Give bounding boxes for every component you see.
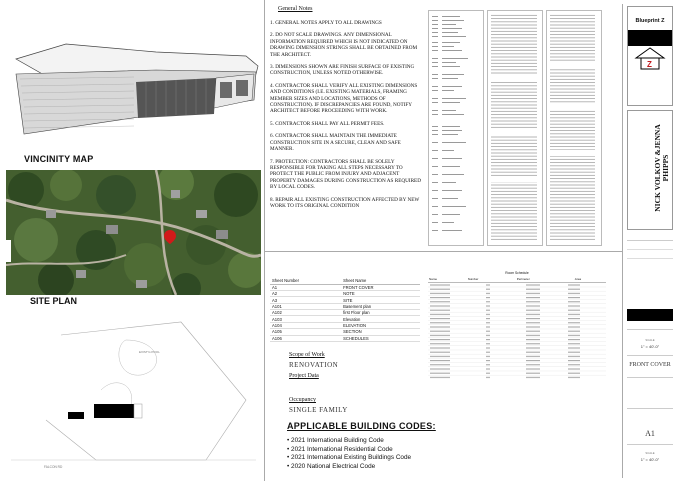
- note-item: 5. CONTRACTOR SHALL PAY ALL PERMIT FEES.: [270, 120, 385, 127]
- scale-label: SCALE: [645, 451, 655, 455]
- note-item: 2. DO NOT SCALE DRAWINGS. ANY DIMENSIONAL INFORMATION REQUIRED WHICH IS NOT INDICATED ON DRAWING DIMENSION STRINGS SHALL BE OBTAINED FROM THE ARCHITECT.: [270, 32, 418, 58]
- title-block: [622, 4, 676, 478]
- column-header: Area: [574, 277, 606, 282]
- sheet-number: A2: [270, 290, 341, 296]
- sheet-name: SCHEDULES: [341, 335, 420, 341]
- spec-column-2: [487, 10, 543, 246]
- project-data-line: [289, 381, 439, 384]
- code-item: • 2021 International Residential Code: [287, 445, 393, 453]
- column-header: Sheet Number: [270, 278, 341, 284]
- separator: [627, 329, 673, 330]
- code-item: • 2021 International Building Code: [287, 437, 384, 444]
- separator: [627, 377, 673, 378]
- general-notes: [270, 6, 422, 250]
- column-header: Number: [467, 277, 516, 282]
- spec-text-lines: [432, 14, 480, 244]
- road-label: FALCON RD: [44, 465, 63, 469]
- column-header: Perimeter: [516, 277, 574, 282]
- table-row: [270, 335, 420, 341]
- note-item: 1. GENERAL NOTES APPLY TO ALL DRAWINGS: [270, 20, 382, 26]
- sheet-name: ELEVATION: [341, 322, 420, 328]
- code-item: • 2020 National Electrical Code: [287, 462, 376, 470]
- codes-title: APPLICABLE BUILDING CODES:: [287, 421, 436, 431]
- column-header: Sheet Name: [341, 278, 420, 284]
- spec-text-block: [550, 14, 598, 244]
- site-plan-title: SITE PLAN: [30, 296, 78, 306]
- applicable-codes: [287, 421, 467, 471]
- sheet-number: A1: [270, 284, 341, 290]
- site-plan-drawing: [6, 310, 261, 478]
- sheet-index: [270, 278, 420, 342]
- table-header-row: [428, 277, 606, 282]
- scale-value: 1" = 40'-0": [640, 344, 660, 349]
- note-item: 4. CONTRACTOR SHALL VERIFY ALL EXISTING DIMENSIONS AND CONDITIONS (I.E. EXISTING MATERIALS, FRAMING MEMBER SIZES AND LOCATIONS, METHODS OF CONSTRUCTION). IF DISCREPANCIES ARE FOUND, NOTIFY ARCHITECT BEFORE PROCEEDING WITH WORK.: [270, 82, 418, 115]
- firm-box: [627, 6, 673, 106]
- sheet-name: Elevation: [341, 316, 420, 322]
- svg-text:Z: Z: [647, 60, 652, 69]
- sheet-number: A104: [270, 322, 341, 328]
- project-data-heading: Project Data: [289, 373, 319, 379]
- sheet-index-table: [270, 278, 420, 342]
- sheet-number: A106: [270, 335, 341, 341]
- revision-line: [627, 258, 673, 259]
- separator: [627, 444, 673, 445]
- firm-name: Blueprint Z: [635, 18, 665, 24]
- sheet-info: [627, 234, 673, 472]
- vicinity-map-title: VINCINITY MAP: [24, 154, 94, 164]
- spec-text-block: [491, 14, 539, 244]
- note-item: 7. PROTECTION: CONTRACTORS SHALL BE SOLELY RESPONSIBLE FOR TAKING ALL STEPS NECESSARY TO PROTECT THE PUBLIC FROM INJURY AND ADJACENT PROPERTY DAMAGES DURING CONSTRUCTION AS REQUIRED BY LOCAL CODES.: [270, 158, 421, 191]
- sheet-number: A3: [270, 297, 341, 303]
- sheet-number: A102: [270, 310, 341, 316]
- spec-column-3: [546, 10, 602, 246]
- note-item: 3. DIMENSIONS SHOWN ARE FINISH SURFACE OF EXISTING CONSTRUCTION, UNLESS NOTED OTHERWISE.: [270, 64, 415, 77]
- sheet-number: A101: [270, 303, 341, 309]
- scope-heading: Scope of Work: [289, 352, 325, 358]
- general-notes-title: General Notes: [278, 6, 313, 12]
- firm-logo: [628, 30, 672, 70]
- separator: [627, 355, 673, 356]
- aerial-photo: [6, 170, 261, 295]
- client-box: [627, 110, 673, 230]
- sheet-name: NOTE: [341, 290, 420, 296]
- project-address: [634, 113, 637, 223]
- sheet-name: SECTION: [341, 329, 420, 335]
- section-divider: [264, 251, 622, 252]
- location-marker-icon: [164, 230, 176, 244]
- revision-line: [627, 249, 673, 250]
- sheet-name: SITE: [341, 297, 420, 303]
- sheet-name: Basement plan: [341, 303, 420, 309]
- code-item: • 2021 International Existing Buildings Code: [287, 454, 412, 462]
- note-item: 8. REPAIR ALL EXISTING CONSTRUCTION AFFECTED BY NEW WORK TO ITS ORIGINAL CONDITION: [270, 196, 420, 209]
- existing-pool-label: EXIST'G POOL: [139, 350, 160, 354]
- separator: [627, 408, 673, 409]
- sheet-name: first Floor plan: [341, 310, 420, 316]
- sheet-name: FRONT COVER: [629, 362, 671, 368]
- exterior-rendering: [6, 4, 261, 152]
- project-data-line: [289, 386, 439, 389]
- room-schedule-title: Room Schedule: [505, 271, 529, 275]
- occupancy-value: SINGLE FAMILY: [289, 406, 348, 414]
- note-item: 6. CONTRACTOR SHALL MAINTAIN THE IMMEDIATE CONSTRUCTION SITE IN A SECURE, CLEAN AND SAFE MANNER.: [270, 133, 401, 153]
- revision-table: [627, 240, 673, 241]
- client-name: NICK VOLKOV &JENNA PHIPPS: [653, 124, 670, 212]
- room-schedule: [428, 271, 606, 388]
- firm-label: [628, 13, 672, 16]
- scale-label: SCALE: [645, 338, 655, 342]
- scale-value: 1" = 40'-0": [640, 457, 660, 462]
- project-data: [289, 349, 439, 418]
- column-header: Name: [428, 277, 467, 282]
- occupancy-heading: Occupancy: [289, 397, 316, 403]
- sheet-name: FRONT COVER: [341, 284, 420, 290]
- sheet-number: A103: [270, 316, 341, 322]
- sheet-number: A105: [270, 329, 341, 335]
- sheet-number: A1: [645, 429, 655, 438]
- column-divider: [264, 0, 265, 481]
- redacted-block: [627, 309, 673, 321]
- scope-value: RENOVATION: [289, 361, 339, 369]
- room-schedule-rows: [428, 283, 606, 383]
- project-data-line: [289, 391, 439, 394]
- spec-column-1: [428, 10, 484, 246]
- aerial-vicinity-map: [6, 170, 261, 295]
